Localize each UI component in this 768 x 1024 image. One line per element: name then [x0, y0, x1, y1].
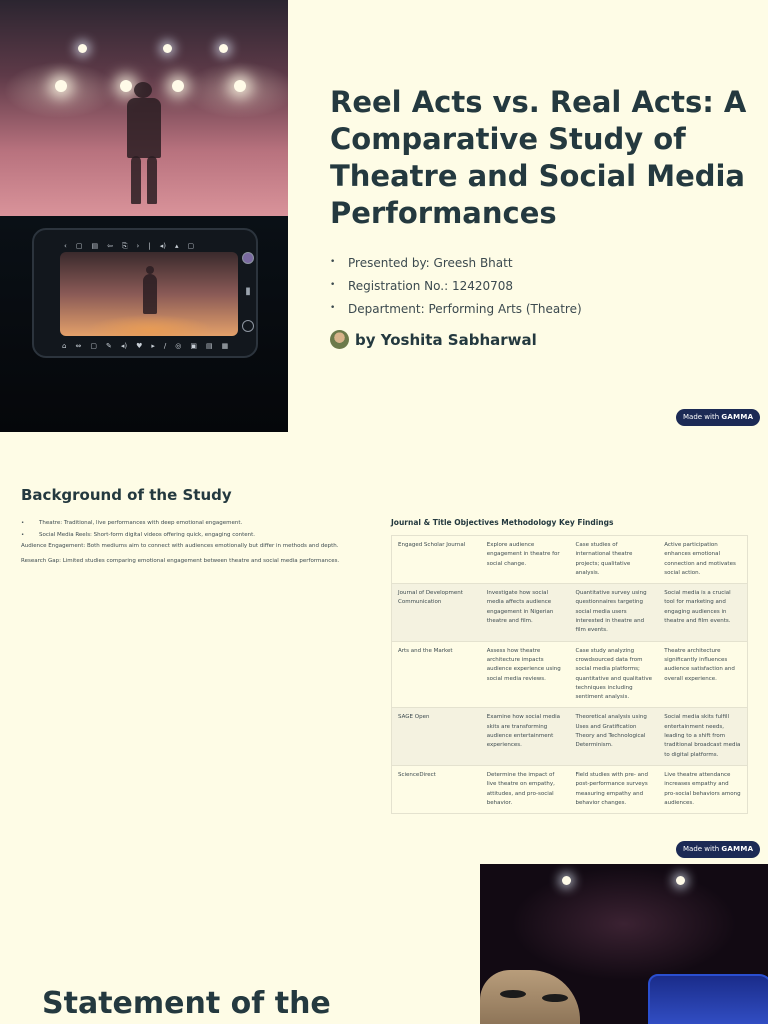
table-header-line: Journal & Title Objectives Methodology Key Findings — [391, 518, 614, 527]
performer-leg — [147, 156, 157, 204]
author-name: by Yoshita Sabharwal — [355, 330, 537, 349]
digital-mask-icon — [648, 974, 768, 1024]
table-cell: Journal of Development Communication — [398, 590, 463, 606]
phone-screen — [60, 252, 238, 336]
registration-line: • Registration No.: 12420708 — [330, 275, 750, 298]
table-cell: Case studies of international theatre projects; qualitative analysis. — [575, 542, 633, 576]
theatre-masks-image — [480, 864, 768, 1024]
background-bullets — [21, 517, 255, 541]
table-cell: Social media skits fulfill entertainment needs, leading to a shift from traditional broadcast media to digital platforms. — [664, 714, 741, 758]
literature-table — [391, 535, 748, 814]
table-cell: Case study analyzing crowdsourced data from social media platforms; quantitative and qualitative techniques including sentiment analysis. — [575, 647, 652, 701]
engagement-paragraph: Audience Engagement: Both mediums aim to connect with audiences emotionally but differ in methods and depth. — [21, 543, 339, 549]
section-heading: Background of the Study — [21, 486, 232, 504]
performer-body — [127, 98, 161, 158]
stage-light — [163, 44, 172, 53]
performer-head — [134, 82, 152, 98]
table-row — [392, 766, 747, 813]
gamma-logo: GAMMA — [721, 413, 754, 421]
smartphone — [32, 228, 258, 358]
title-slide — [0, 0, 768, 432]
background-slide — [0, 432, 768, 864]
table-cell: Quantitative survey using questionnaires targeting social media users interested in theatre and film events. — [575, 590, 647, 634]
settings-icon — [242, 320, 254, 332]
avatar — [330, 330, 349, 349]
table-cell: Investigate how social media affects audience engagement in Nigerian theatre and film. — [486, 590, 554, 625]
section-heading: Statement of the — [42, 986, 331, 1021]
table-row — [392, 584, 747, 641]
mask-eye — [542, 994, 568, 1002]
statement-slide — [0, 864, 768, 1024]
bullet-item: • Social Media Reels: Short-form digital videos offering quick, engaging content. — [21, 529, 255, 541]
profile-icon — [242, 252, 254, 264]
gamma-logo: GAMMA — [721, 845, 754, 853]
stage-light — [78, 44, 87, 53]
table-cell: Determine the impact of live theatre on empathy, attitudes, and pro-social behavior. — [486, 771, 555, 806]
stage-performer-photo — [0, 0, 288, 216]
phone-toolbar: ‹ ▢ ▤ ⇦ ⎘ › | ◂) ▴ ▢ — [64, 242, 195, 250]
presenter-line: • Presented by: Greesh Bhatt — [330, 252, 750, 275]
phone-bottom-bar: ⌂ ⇔ ▢ ✎ ◂) ♥ ▸ / ◎ ▣ ▤ ▦ — [62, 342, 229, 350]
stage-light — [234, 80, 246, 92]
table-row — [392, 708, 747, 765]
table-cell: Arts and the Market — [398, 647, 453, 654]
badge-prefix: Made with — [683, 845, 720, 853]
table-row — [392, 642, 747, 709]
hero-image — [0, 0, 288, 432]
table-row — [392, 536, 747, 584]
table-cell: ScienceDirect — [398, 771, 436, 778]
table-cell: Theoretical analysis using Uses and Gratification Theory and Technological Determinism. — [575, 714, 647, 749]
title-block — [330, 84, 750, 349]
mic-icon: ▮ — [245, 286, 251, 297]
stage-light — [172, 80, 184, 92]
table-cell: Engaged Scholar Journal — [398, 542, 466, 548]
table-cell: Examine how social media skits are transforming audience entertainment experiences. — [486, 714, 561, 749]
made-with-gamma-badge[interactable] — [676, 841, 760, 858]
table-cell: Live theatre attendance increases empathy and pro-social behaviors among audiences. — [664, 771, 741, 806]
phone-photo — [0, 216, 288, 432]
research-gap-paragraph: Research Gap: Limited studies comparing emotional engagement between theatre and social media performances. — [21, 558, 340, 564]
table-cell: Explore audience engagement in theatre for social change. — [486, 542, 560, 567]
stage-light — [219, 44, 228, 53]
bullet-item: • Theatre: Traditional, live performances with deep emotional engagement. — [21, 517, 255, 529]
stage-light — [55, 80, 67, 92]
presenter-details — [330, 252, 750, 321]
department-line: • Department: Performing Arts (Theatre) — [330, 298, 750, 321]
performer-head — [146, 266, 154, 274]
table-cell: Theatre architecture significantly influences audience satisfaction and overall experience. — [664, 647, 735, 682]
presentation-title: Reel Acts vs. Real Acts: A Comparative Study of Theatre and Social Media Performances — [330, 85, 747, 230]
stage-light — [562, 876, 571, 885]
table-cell: SAGE Open — [398, 714, 430, 721]
author-row — [330, 330, 750, 349]
stage-light — [120, 80, 132, 92]
stage-light — [676, 876, 685, 885]
made-with-gamma-badge[interactable] — [676, 409, 760, 426]
badge-prefix: Made with — [683, 413, 720, 421]
performer-leg — [131, 156, 141, 204]
table-cell: Assess how theatre architecture impacts audience experience using social media reviews. — [486, 647, 561, 682]
performer-body — [143, 274, 157, 314]
mask-eye — [500, 990, 526, 998]
table-cell: Active participation enhances emotional connection and motivates social action. — [664, 542, 736, 576]
table-cell: Field studies with pre- and post-performance surveys measuring empathy and behavior changes. — [575, 771, 648, 806]
theatre-mask-icon — [480, 970, 580, 1024]
table-cell: Social media is a crucial tool for marketing and engaging audiences in theatre and film events. — [664, 590, 731, 625]
